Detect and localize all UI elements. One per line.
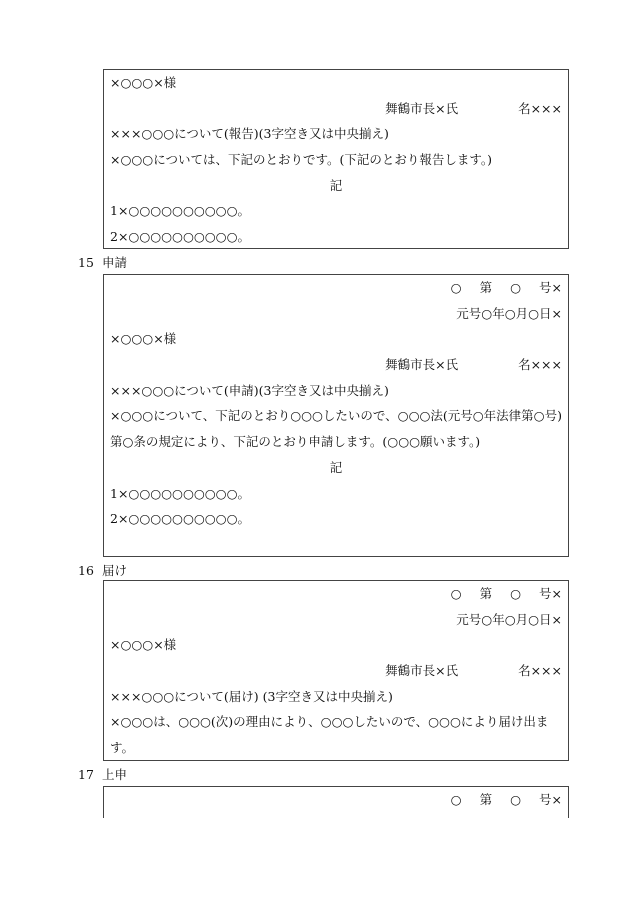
ref-number: ○ [510, 280, 522, 295]
section14-document-box [103, 69, 569, 249]
date-line: 元号○年○月○日× [456, 305, 562, 321]
ref-mark: ○ [450, 280, 462, 295]
ref-number: ○ [510, 586, 522, 601]
section17-heading [78, 765, 127, 785]
sender-name: 舞鶴市長×氏 [385, 357, 459, 373]
list-item: 2×○○○○○○○○○○。 [110, 511, 250, 527]
reference-number-line [110, 581, 562, 607]
sender-line [110, 658, 562, 684]
list-item: 1×○○○○○○○○○○。 [110, 485, 250, 501]
subject-line: ×××○○○について(申請)(3字空き又は中央揃え) [110, 382, 389, 398]
ref-go: 号× [539, 792, 562, 807]
subject-line: ×××○○○について(報告)(3字空き又は中央揃え) [110, 126, 389, 142]
section-number: 15 [78, 255, 94, 270]
sender-suffix: 名××× [518, 100, 562, 116]
section15-document-box [103, 274, 569, 557]
list-item: 1×○○○○○○○○○○。 [110, 203, 250, 219]
ref-go: 号× [539, 280, 562, 295]
list-item: 2×○○○○○○○○○○。 [110, 229, 250, 245]
section-number: 16 [78, 563, 94, 578]
body-text: ×○○○は、○○○(次)の理由により、○○○したいので、○○○により届け出ます。 [110, 714, 549, 756]
sender-name: 舞鶴市長×氏 [385, 663, 459, 679]
ki-label: 記 [329, 459, 343, 475]
body-text: ×○○○について、下記のとおり○○○したいので、○○○法(元号○年法律第○号)第○条の規定により、下記のとおり申請します。(○○○願います。) [110, 408, 562, 450]
ref-mark: ○ [450, 792, 462, 807]
ref-go: 号× [539, 586, 562, 601]
section17-document-box [103, 786, 569, 818]
section15-heading [78, 253, 127, 273]
reference-number-line [110, 275, 562, 301]
ref-number: ○ [510, 792, 522, 807]
date-line: 元号○年○月○日× [456, 611, 562, 627]
sender-line [110, 96, 562, 122]
section-title: 上申 [102, 767, 128, 782]
section-title: 申請 [102, 255, 128, 270]
ref-mark: ○ [450, 586, 462, 601]
ref-dai: 第 [479, 280, 493, 295]
ref-dai: 第 [479, 792, 493, 807]
addressee: ×○○○×様 [110, 331, 177, 347]
addressee: ×○○○×様 [110, 75, 177, 90]
ref-dai: 第 [479, 586, 493, 601]
reference-number-line [110, 787, 562, 813]
addressee: ×○○○×様 [110, 637, 177, 653]
body-text: ×○○○については、下記のとおりです。(下記のとおり報告します。) [110, 152, 492, 168]
sender-line [110, 352, 562, 378]
sender-suffix: 名××× [518, 663, 562, 679]
section16-document-box [103, 580, 569, 761]
sender-suffix: 名××× [518, 357, 562, 373]
subject-line: ×××○○○について(届け) (3字空き又は中央揃え) [110, 688, 393, 704]
section16-heading [78, 561, 127, 581]
section-number: 17 [78, 767, 94, 782]
ki-label: 記 [329, 177, 343, 193]
sender-name: 舞鶴市長×氏 [385, 100, 459, 116]
section-title: 届け [102, 563, 128, 578]
